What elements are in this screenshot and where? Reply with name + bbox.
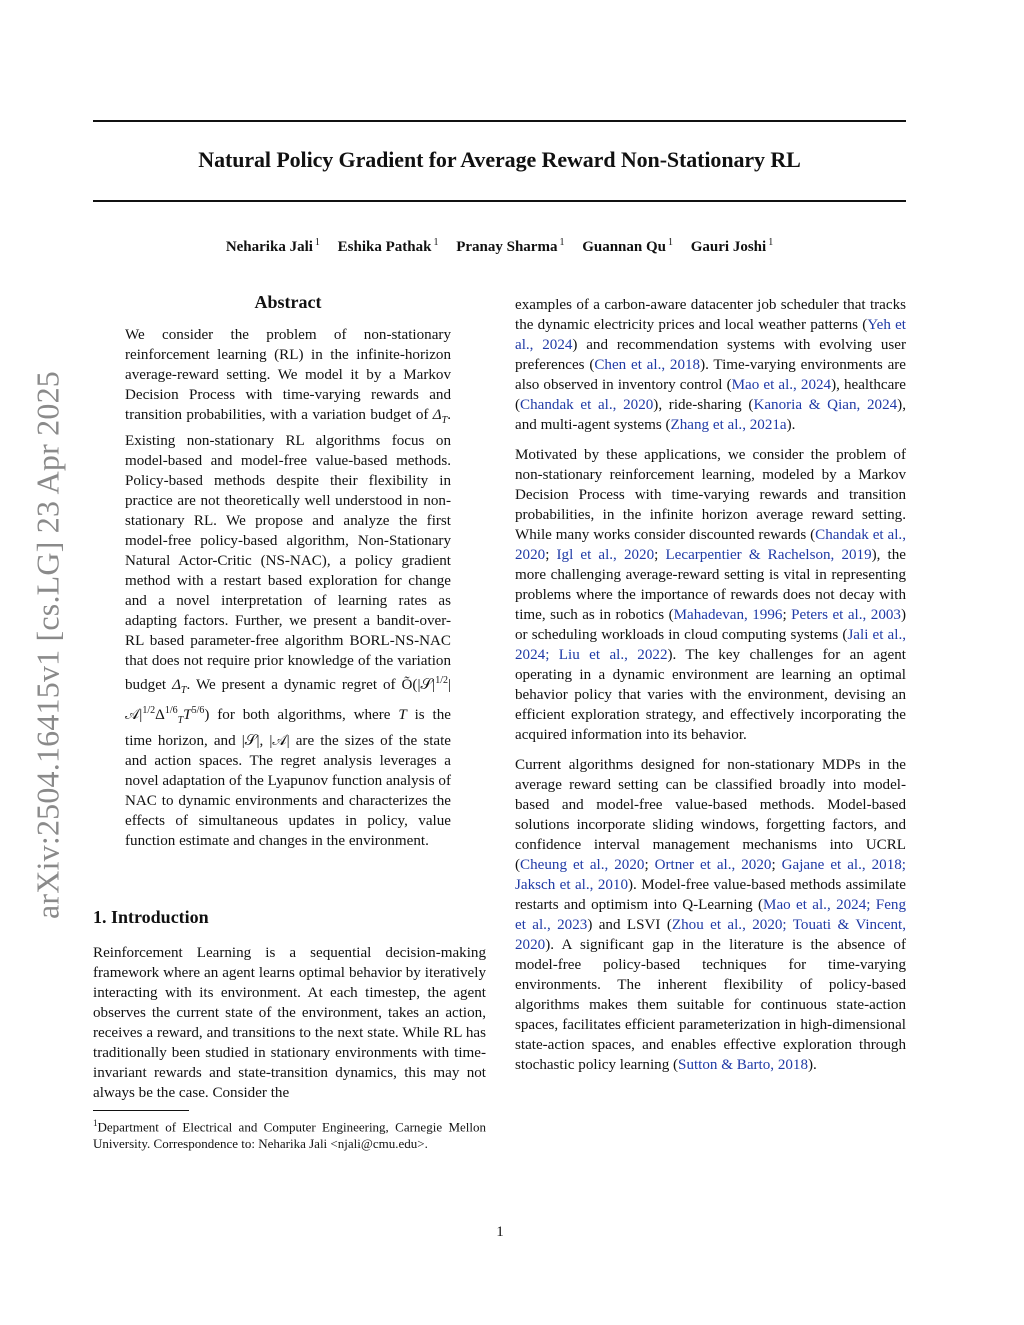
footnote-rule [93, 1110, 189, 1111]
citation-link[interactable]: Mao et al., 2024 [731, 377, 832, 393]
paragraph: Motivated by these applications, we consider the problem of non-stationary reinforcement learning, modeled by a Markov Decision Process with time-varying rewards and transition probabilities, in the infinite horizon average reward setting. While many works consider discounted rewards (Chandak et al., 2020; Igl et al., 2020; Lecarpentier & Rachelson, 2019), the more challenging average-reward setting is vital in representing problems where the importance of rewards does not decay with time, such as in robotics (Mahadevan, 1996; Peters et al., 2003) or scheduling workloads in cloud computing systems (Jali et al., 2024; Liu et al., 2022). The key challenges for an agent operating in a dynamic environment are learning an optimal behavior policy that varies with the environment, devising an efficient exploration strategy, and effectively incorporating the acquired information into its behavior. [515, 447, 906, 743]
section-heading-introduction: 1. Introduction [93, 907, 209, 927]
citation-link[interactable]: Jali et al., 2024; Liu et al., 2022 [515, 627, 906, 663]
author-list [93, 237, 906, 256]
page-number: 1 [496, 1224, 504, 1240]
arxiv-stamp: arXiv:2504.16415v1 [cs.LG] 23 Apr 2025 [29, 371, 66, 919]
citation-link[interactable]: Peters et al., 2003 [791, 607, 901, 623]
citation-link[interactable]: Cheung et al., 2020 [520, 857, 645, 873]
citation-link[interactable]: Chen et al., 2018 [594, 357, 701, 373]
citation-link[interactable]: Zhang et al., 2021a [670, 417, 787, 433]
citation-link[interactable]: Gajane et al., 2018; Jaksch et al., 2010 [515, 857, 907, 893]
citation-link[interactable]: Sutton & Barto, 2018 [678, 1057, 809, 1073]
introduction-paragraph: Reinforcement Learning is a sequential decision-making framework where an agent learns optimal behavior by iteratively interacting with its environment. At each timestep, the agent observes the current state of the environment, takes an action, receives a reward, and transitions to the next state. While RL has traditionally been studied in stationary environments with time-invariant rewards and state-transition dynamics, this may not always be the case. Consider the [93, 945, 486, 1101]
regret-formula: $Õ(|𝒮|^{1/2}|𝒜|^{1/2}\Delta^{1/6}_TT^{5/6})$ [125, 675, 451, 727]
author: Neharika Jali $^1$ [225, 237, 320, 255]
author: Guannan Qu $^1$ [582, 237, 673, 255]
right-column [515, 295, 906, 1085]
citation-link[interactable]: Mahadevan, 1996 [673, 607, 783, 623]
citation-link[interactable]: Mao et al., 2024; Feng et al., 2023 [515, 897, 906, 933]
author: Pranay Sharma $^1$ [456, 237, 565, 255]
title-rule-bottom [93, 200, 906, 202]
author: Eshika Pathak $^1$ [337, 237, 439, 255]
abstract-heading: Abstract [254, 292, 322, 312]
citation-link[interactable]: Yeh et al., 2024 [515, 317, 906, 353]
footnote: $^1$Department of Electrical and Computer Engineering, Carnegie Mellon University. Correspondence to: Neharika Jali <njali@cmu.edu>. [93, 1118, 486, 1152]
paragraph: examples of a carbon-aware datacenter job scheduler that tracks the dynamic electricity prices and local weather patterns (Yeh et al., 2024) and recommendation systems with evolving user preferences (Chen et al., 2018). Time-varying environments are also observed in inventory control (Mao et al., 2024), healthcare (Chandak et al., 2020), ride-sharing (Kanoria & Qian, 2024), and multi-agent systems (Zhang et al., 2021a). [515, 297, 907, 433]
citation-link[interactable]: Chandak et al., 2020 [520, 397, 654, 413]
paper-title: Natural Policy Gradient for Average Reward Non-Stationary RL [198, 147, 801, 172]
citation-link[interactable]: Igl et al., 2020 [556, 547, 655, 563]
citation-link[interactable]: Kanoria & Qian, 2024 [753, 397, 898, 413]
citation-link[interactable]: Chandak et al., 2020 [515, 527, 906, 563]
citation-link[interactable]: Lecarpentier & Rachelson, 2019 [665, 547, 872, 563]
title-rule-top [93, 120, 906, 122]
paragraph: Current algorithms designed for non-stationary MDPs in the average reward setting can be classified broadly into model-based and model-free value-based methods. Model-based solutions incorporate sliding windows, forgetting factors, and confidence interval management mechanisms into UCRL (Cheung et al., 2020; Ortner et al., 2020; Gajane et al., 2018; Jaksch et al., 2010). Model-free value-based methods assimilate restarts and optimism into Q-Learning (Mao et al., 2024; Feng et al., 2023) and LSVI (Zhou et al., 2020; Touati & Vincent, 2020). A significant gap in the literature is the absence of model-free policy-based techniques for time-varying environments. The inherent flexibility of policy-based algorithms makes them suitable for continuous state-action spaces, facilitates efficient parameterization in high-dimensional state-action spaces, and enables effective exploration through stochastic policy learning (Sutton & Barto, 2018). [515, 757, 907, 1073]
citation-link[interactable]: Zhou et al., 2020; Touati & Vincent, 2020 [515, 917, 906, 953]
abstract-body: We consider the problem of non-stationary reinforcement learning (RL) in the infinite-horizon average-reward setting. We model it by a Markov Decision Process with time-varying rewards and transition probabilities, with a variation budget of $\Delta_T$. Existing non-stationary RL algorithms focus on model-based and model-free value-based methods. Policy-based methods despite their flexibility in practice are not theoretically well understood in non-stationary RL. We propose and analyze the first model-free policy-based algorithm, Non-Stationary Natural Actor-Critic (NS-NAC), a policy gradient method with a restart based exploration for change and a novel interpretation of learning rates as adapting factors. Further, we present a bandit-over-RL based parameter-free algorithm BORL-NS-NAC that does not require prior knowledge of the variation budget $\Delta_T$. We present a dynamic regret of $Õ(|𝒮|^{1/2}|𝒜|^{1/2}\Delta^{1/6}_TT^{5/6})$ for both algorithms, where T is the time horizon, and |𝒮|, |𝒜| are the sizes of the state and action spaces. The regret analysis leverages a novel adaptation of the Lyapunov function analysis of NAC to dynamic environments and characterizes the effects of simultaneous updates in policy, value function estimate and changes in the environment. [125, 327, 451, 850]
citation-link[interactable]: Ortner et al., 2020 [654, 857, 772, 873]
author: Gauri Joshi $^1$ [690, 237, 774, 255]
